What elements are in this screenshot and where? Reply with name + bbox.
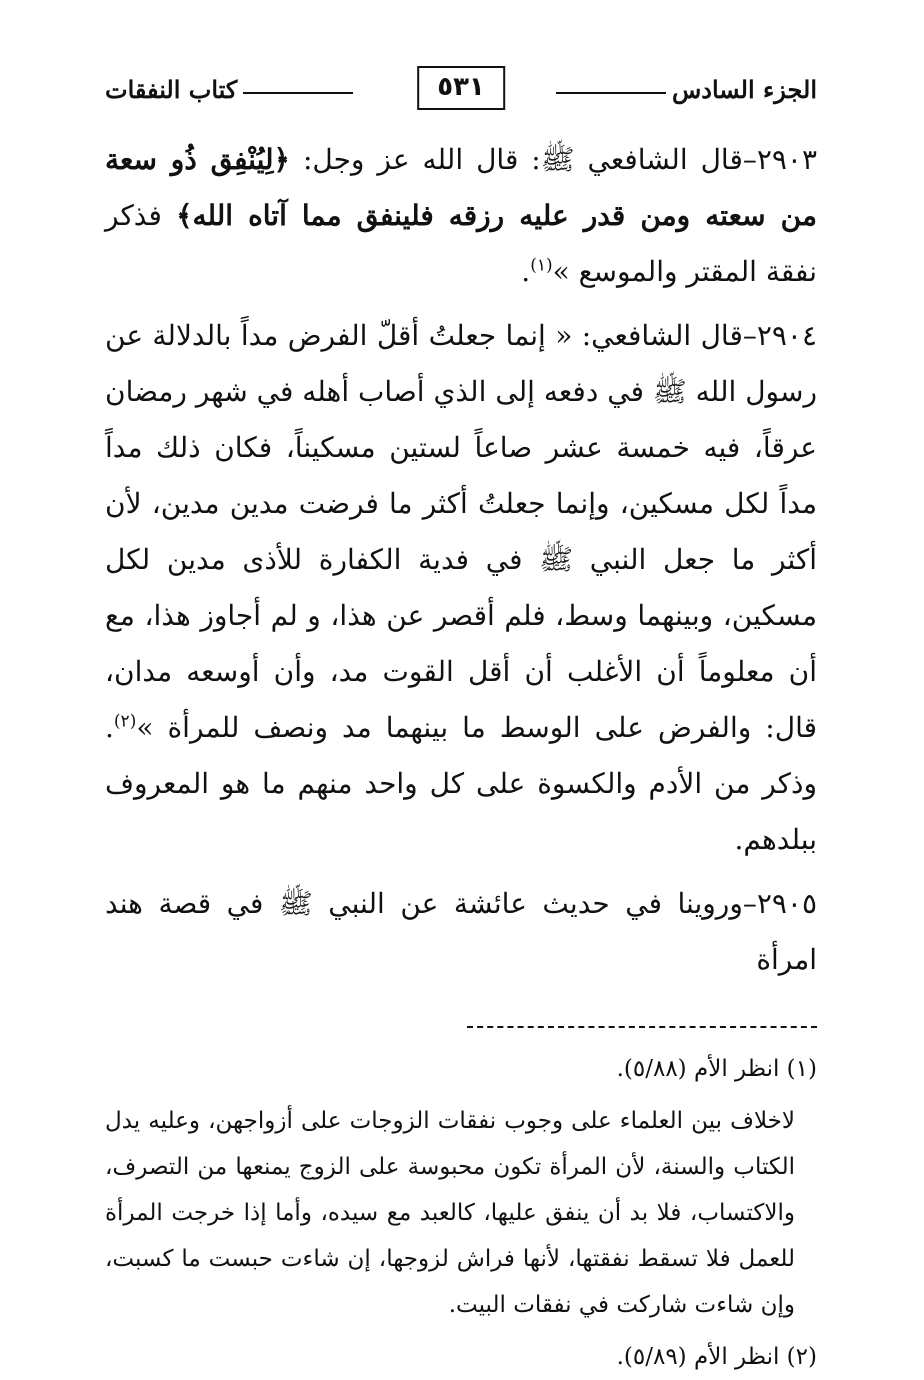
paragraph-2903-end: . [521, 255, 531, 288]
paragraph-2903-lead: ٢٩٠٣–قال الشافعي ﷺ: قال الله عز وجل: [289, 143, 817, 176]
chapter-title-text: كتاب النفقات [105, 74, 238, 104]
book-page [105, 60, 818, 1370]
footnote-ref-1: (١) [530, 255, 553, 276]
page-number: ٥٣١ [417, 66, 505, 110]
footnotes [105, 1046, 817, 1380]
chapter-title [105, 75, 359, 104]
quran-verse: ﴿لِيُنْفِق ذُو سعة من سعته ومن قدر عليه رزقه فلينفق مما آتاه الله﴾ [105, 143, 817, 232]
volume-title-text: الجزء السادس [671, 74, 817, 104]
paragraph-2905-text: ٢٩٠٥–وروينا في حديث عائشة عن النبي ﷺ في قصة هند امرأة [105, 887, 817, 976]
paragraph-2904-text: ٢٩٠٤–قال الشافعي: « إنما جعلتُ أقلّ الفرض مداً بالدلالة عن رسول الله ﷺ في دفعه إلى الذي أصاب أهله في شهر رمضان عرقاً، فيه خمسة عشر صاعاً لستين مسكيناً، فكان ذلك مداً مداً لكل مسكين، وإنما جعلتُ أكثر ما فرضت مدين مدين، لأن أكثر ما جعل النبي ﷺ في فدية الكفارة للأذى مدين لكل مسكين، وبينهما وسط، فلم أقصر عن هذا، و لم أجاوز هذا، مع أن معلوماً أن الأغلب أن أقل القوت مد، وأن أوسعه مدان، قال: والفرض على الوسط ما بينهما مد ونصف للمرأة » [105, 319, 818, 744]
paragraph-2904 [105, 308, 817, 868]
footnote-1: (١) انظر الأم (٥/٨٨). [616, 1056, 817, 1082]
footnote-separator [467, 1026, 817, 1028]
paragraph-2903-tail: فذكر نفقة المقتر والموسع » [105, 199, 817, 288]
page-header [105, 60, 817, 118]
footnote-2: (٢) انظر الأم (٥/٨٩). [616, 1344, 817, 1370]
footnote-ref-2: (٢) [113, 711, 137, 732]
footnote-commentary: لاخلاف بين العلماء على وجوب نفقات الزوجات على أزواجهن، وعليه يدل الكتاب والسنة، لأن المرأة تكون محبوسة على الزوج يمنعها من التصرف، والاكتساب، فلا بد أن ينفق عليها، كالعبد مع سيده، وأما إذا خرجت المرأة للعمل فلا تسقط نفقتها، لأنها فراش لزوجها، إن شاءت حبست ما كسبت، وإن شاءت شاركت في نفقات البيت. [105, 1108, 795, 1318]
main-text [105, 132, 817, 988]
header-rule-right [556, 92, 666, 94]
header-rule-left [243, 92, 353, 94]
paragraph-2904-tail: . وذكر من الأدم والكسوة على كل واحد منهم ما هو المعروف ببلدهم. [105, 711, 818, 856]
paragraph-2905 [105, 876, 817, 988]
volume-title [550, 75, 817, 104]
paragraph-2903 [105, 132, 817, 300]
